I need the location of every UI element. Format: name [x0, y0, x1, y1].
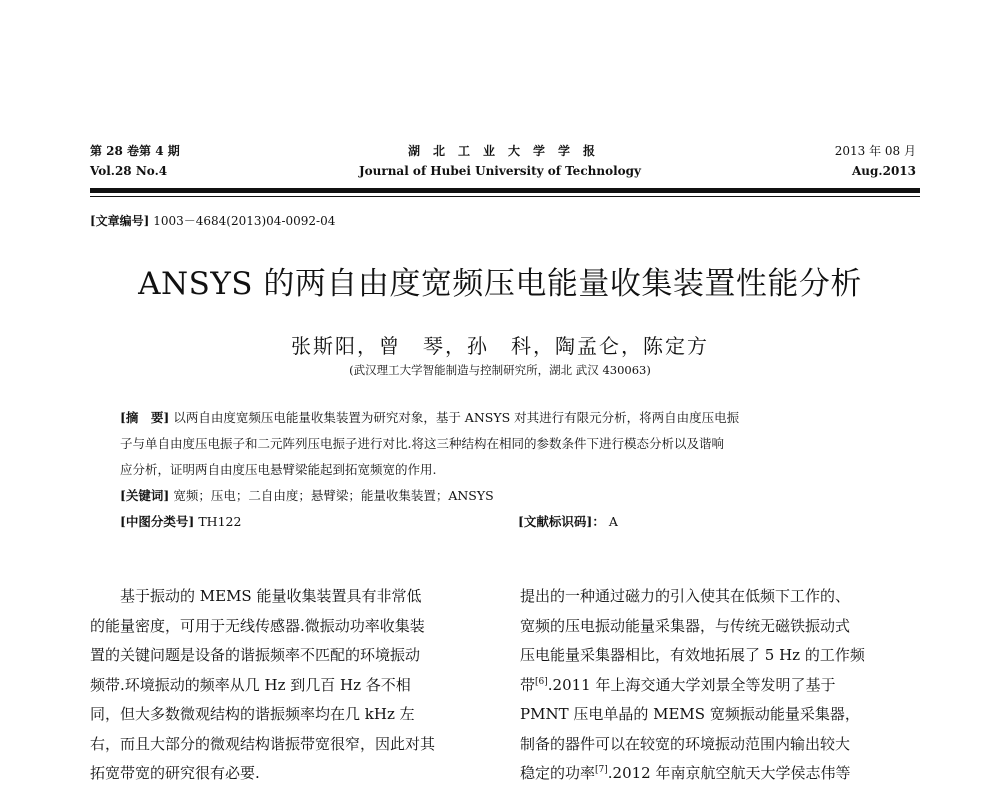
citation-ref[interactable]: [7] [595, 765, 608, 775]
abstract-line-3: 应分析，证明两自由度压电悬臂梁能起到拓宽频宽的作用. [120, 462, 437, 477]
body-line: 的能量密度，可用于无线传感器.微振动功率收集装 [90, 616, 425, 635]
body-line: 基于振动的 MEMS 能量收集装置具有非常低 [90, 587, 422, 605]
abstract-label: [摘 要] [120, 410, 170, 425]
clc-value: TH122 [198, 514, 242, 529]
abstract-line-1: [摘 要] 以两自由度宽频压电能量收集装置为研究对象，基于 ANSYS 对其进行有限元分析，将两自由度压电振 [120, 410, 740, 425]
body-line: PMNT 压电单晶的 MEMS 宽频振动能量采集器， [520, 705, 860, 723]
body-line: 同，但大多数微观结构的谐振频率均在几 kHz 左 [90, 705, 415, 723]
body-line: 右，而且大部分的微观结构谐振带宽很窄，因此对其 [90, 734, 436, 753]
journal-name-cn: 湖北工业大学学报 [407, 144, 608, 158]
document-code-value: A [608, 514, 618, 529]
abstract-line-2: 子与单自由度压电振子和二元阵列压电振子进行对比.将这三种结构在相同的参数条件下进行模态分析以及谐响 [120, 436, 724, 451]
volume-issue-en: Vol.28 No.4 [90, 164, 168, 178]
publish-date-en: Aug.2013 [851, 164, 916, 178]
citation-ref[interactable]: [6] [535, 676, 548, 687]
document-code [518, 509, 618, 535]
body-line: 带[6].2011 年上海交通大学刘景全等发明了基于 [520, 675, 836, 694]
header-rule-thin [90, 196, 920, 197]
article-number [90, 212, 335, 229]
keywords-value: 宽频；压电；二自由度；悬臂梁；能量收集装置；ANSYS [173, 488, 494, 503]
document-code-label: [文献标识码]： [518, 514, 605, 529]
article-number-label: [文章编号] [90, 214, 150, 228]
keywords [120, 483, 739, 509]
publish-date-cn: 2013 年 08 月 [834, 144, 916, 158]
body-line: 制备的器件可以在较宽的环境振动范围内输出较大 [520, 734, 851, 753]
header-rule-thick [90, 188, 920, 193]
body-line: 压电能量采集器相比，有效地拓展了 5 Hz 的工作频 [520, 646, 865, 664]
body-line: 宽频的压电振动能量采集器，与传统无磁铁振动式 [520, 616, 851, 635]
body-line: 拓宽带宽的研究很有必要. [90, 764, 260, 782]
body-column-right [520, 582, 920, 789]
keywords-label: [关键词] [120, 488, 170, 503]
body-line: 提出的一种通过磁力的引入使其在低频下工作的、 [520, 587, 851, 605]
author-affiliation: (武汉理工大学智能制造与控制研究所，湖北 武汉 430063) [349, 363, 651, 377]
body-line: 置的关键问题是设备的谐振频率不匹配的环境振动 [90, 646, 421, 664]
body-column-left [90, 582, 490, 789]
body-line: 稳定的功率[7].2012 年南京航空航天大学侯志伟等 [520, 764, 851, 782]
paper-title: ANSYS 的两自由度宽频压电能量收集装置性能分析 [138, 266, 862, 302]
body-line: 频带.环境振动的频率从几 Hz 到几百 Hz 各不相 [90, 675, 411, 694]
clc-number [120, 509, 739, 535]
author-list: 张斯阳，曾 琴，孙 科，陶孟仑，陈定方 [291, 334, 709, 358]
volume-issue-cn: 第 28 卷第 4 期 [90, 144, 180, 158]
abstract [120, 405, 739, 535]
journal-name-en: Journal of Hubei University of Technology [358, 164, 642, 178]
clc-label: [中图分类号] [120, 514, 195, 529]
article-number-value: 1003－4684(2013)04-0092-04 [153, 214, 336, 228]
